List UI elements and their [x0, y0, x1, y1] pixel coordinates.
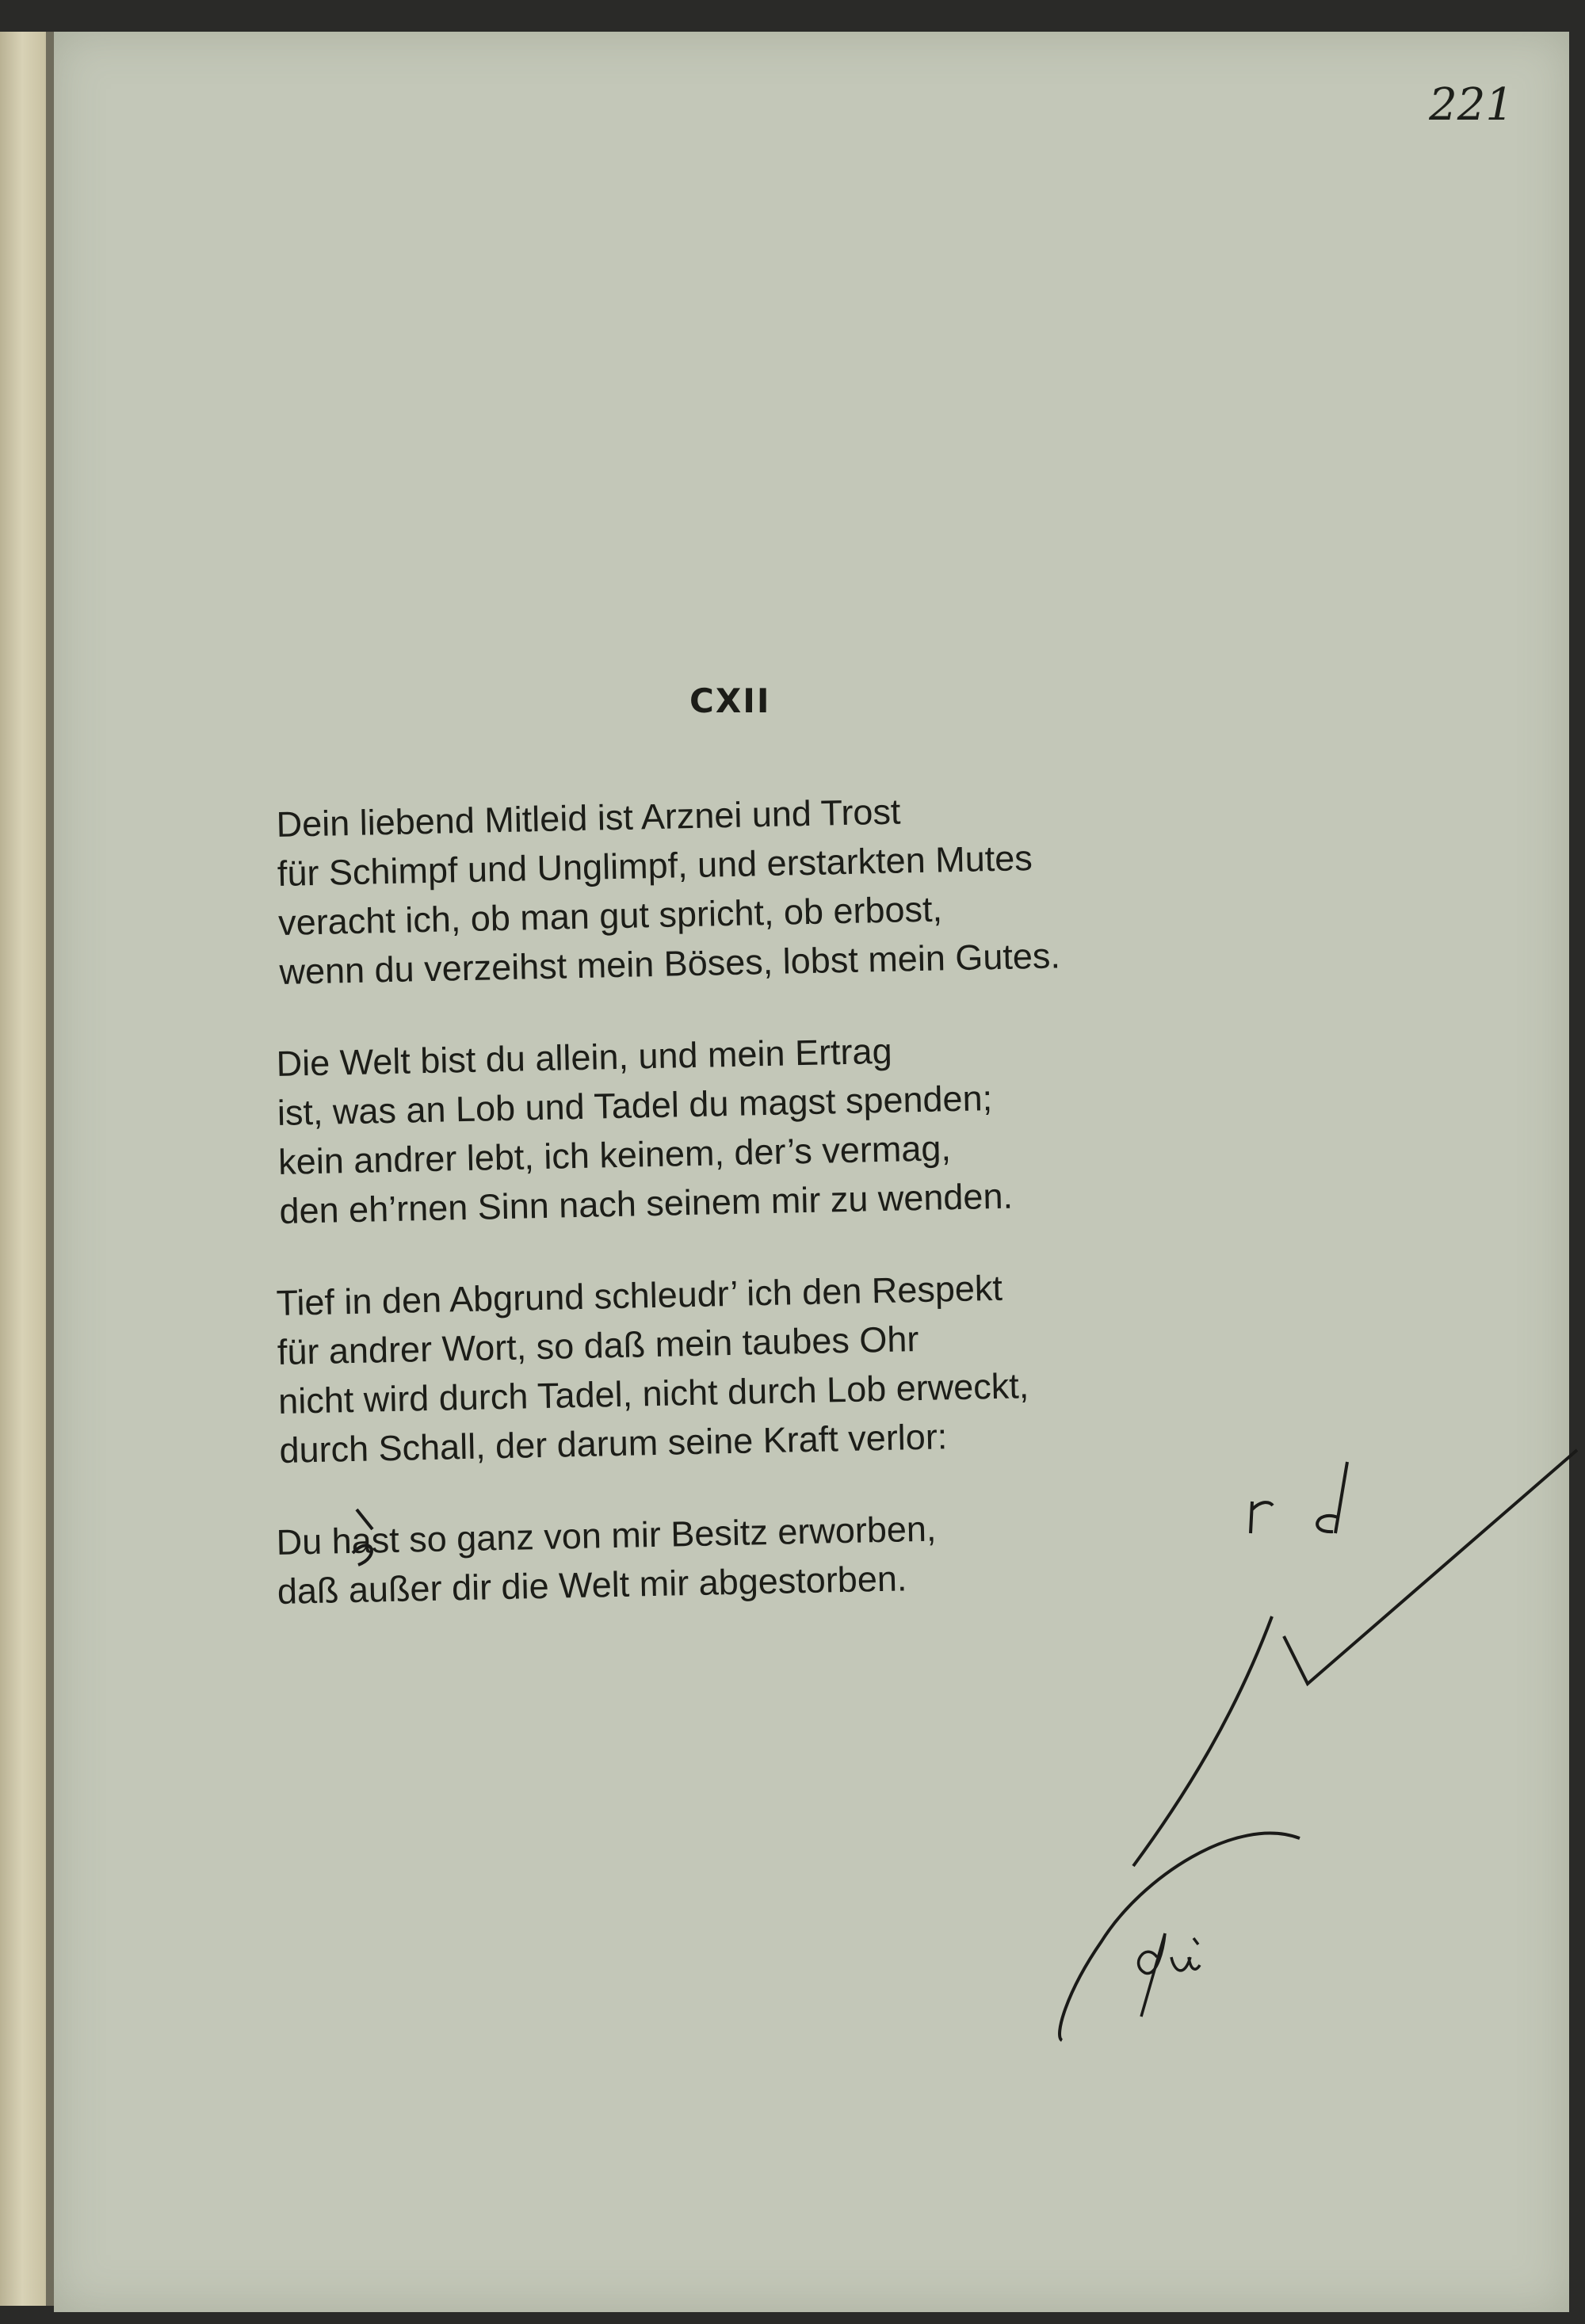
poem-line: den eh’rnen Sinn nach seinem mir zu wenden.: [279, 1175, 1014, 1231]
poem-number: CXII: [689, 681, 771, 720]
poem-line: durch Schall, der darum seine Kraft verlor:: [279, 1416, 948, 1471]
poem-line: daß außer dir die Welt mir abgestorben.: [277, 1558, 907, 1612]
poem-line: Die Welt bist du allein, und mein Ertrag: [276, 1030, 893, 1084]
poem-line: für andrer Wort, so daß mein taubes Ohr: [277, 1318, 919, 1372]
page-number: 221: [1429, 79, 1514, 131]
poem-line: Tief in den Abgrund schleudr’ ich den Respekt: [276, 1267, 1003, 1323]
poem-line: wenn du verzeihst mein Böses, lobst mein Gutes.: [279, 935, 1061, 992]
stanza-1: [276, 778, 1326, 997]
stanza-3: [276, 1257, 1326, 1475]
poem-line: veracht ich, ob man gut spricht, ob erbost,: [277, 888, 943, 943]
poem-line: ist, was an Lob und Tadel du magst spenden;: [277, 1078, 993, 1133]
poem-body: [276, 791, 1322, 1659]
poem-line: Dein liebend Mitleid ist Arznei und Trost: [276, 791, 901, 845]
poem-line: Du hast so ganz von mir Besitz erworben,: [276, 1508, 937, 1563]
stanza-4: [276, 1496, 1323, 1616]
poem-line: für Schimpf und Unglimpf, und erstarkten Mutes: [277, 838, 1033, 894]
spine-edge: [46, 32, 54, 2306]
poem-line: kein andrer lebt, ich keinem, der’s vermag,: [277, 1128, 952, 1182]
stanza-2: [276, 1017, 1326, 1236]
poem-line: nicht wird durch Tadel, nicht durch Lob erweckt,: [277, 1365, 1029, 1421]
